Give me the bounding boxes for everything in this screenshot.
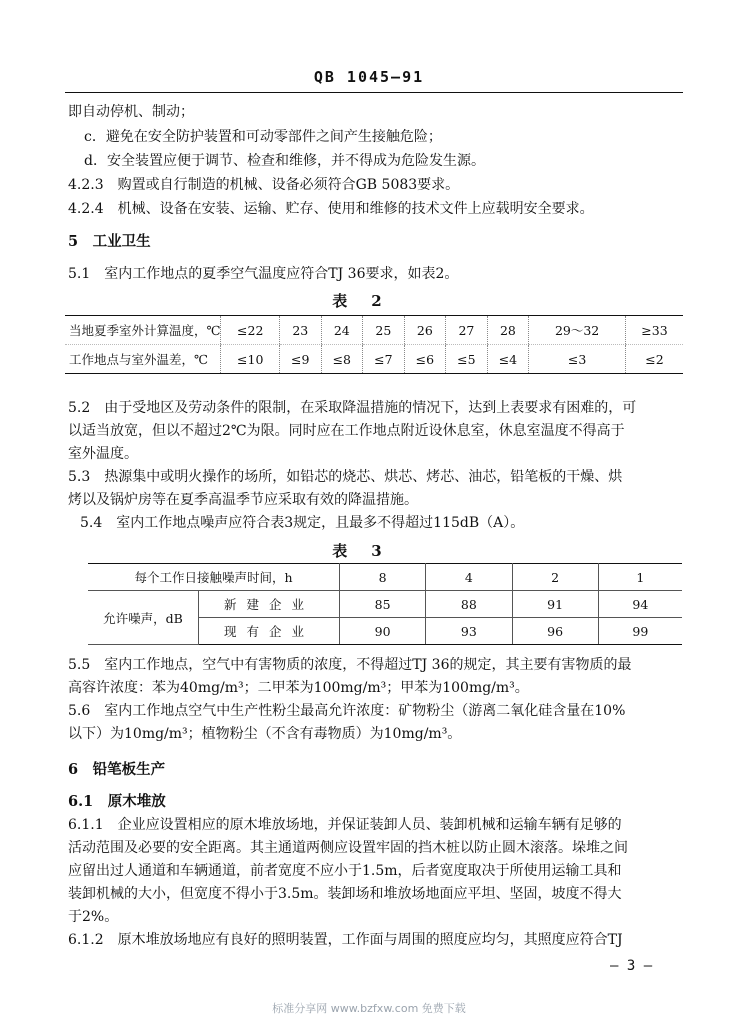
table-cell: 27 — [446, 316, 488, 345]
table-cell: 91 — [512, 591, 598, 618]
table-3-new-label: 新建企业 — [199, 591, 340, 618]
table-cell: ≤22 — [221, 316, 280, 345]
table-cell: 4 — [426, 564, 512, 591]
table-cell: ≤6 — [404, 345, 446, 374]
table-cell: 1 — [598, 564, 682, 591]
table-cell: ≤5 — [446, 345, 488, 374]
table-cell: 8 — [340, 564, 426, 591]
clause-4-2-4: 4.2.4 机械、设备在安装、运输、贮存、使用和维修的技术文件上应载明安全要求。 — [68, 201, 594, 217]
document-code-header: QB 1045—91 — [313, 68, 425, 86]
table-cell: 90 — [340, 618, 426, 645]
table-2-row2-label: 工作地点与室外温差，℃ — [65, 345, 221, 374]
clause-5-3-line-1: 5.3 热源集中或明火操作的场所，如铅芯的烧芯、烘芯、烤芯、油芯，铅笔板的干燥、烘 — [68, 469, 623, 485]
clause-4-2-3: 4.2.3 购置或自行制造的机械、设备必须符合GB 5083要求。 — [68, 177, 460, 193]
clause-5-2-line-1: 5.2 由于受地区及劳动条件的限制，在采取降温措施的情况下，达到上表要求有困难的，可 — [68, 400, 637, 416]
clause-6-1-1-line-4: 装卸机械的大小，但宽度不得小于3.5m。装卸场和堆放场地面应平坦、坚固，坡度不得大 — [68, 886, 622, 902]
clause-5-2-line-3: 室外温度。 — [68, 446, 138, 462]
table-cell: 88 — [426, 591, 512, 618]
table-cell: 25 — [363, 316, 405, 345]
page-number: — 3 — — [610, 958, 653, 974]
clause-6-1-1-line-1: 6.1.1 企业应设置相应的原木堆放场地，并保证装卸人员、装卸机械和运输车辆有足够的 — [68, 817, 622, 833]
table-cell: ≤7 — [363, 345, 405, 374]
clause-5-5-line-2: 高容许浓度：苯为40mg/m³；二甲苯为100mg/m³；甲苯为100mg/m³。 — [68, 680, 529, 696]
table-cell: ≤3 — [529, 345, 626, 374]
table-row — [88, 591, 682, 618]
table-row — [65, 316, 683, 345]
watermark-text: 标准分享网 www.bzfxw.com 免费下载 — [272, 1002, 466, 1015]
table-cell: 94 — [598, 591, 682, 618]
table-cell: 85 — [340, 591, 426, 618]
table-row — [88, 564, 682, 591]
table-row — [65, 345, 683, 374]
clause-5-3-line-2: 烤以及锅炉房等在夏季高温季节应采取有效的降温措施。 — [68, 492, 418, 508]
table-cell: ≥33 — [626, 316, 684, 345]
table-2-caption: 表2 — [332, 292, 406, 310]
clause-5-5-line-1: 5.5 室内工作地点，空气中有害物质的浓度，不得超过TJ 36的规定，其主要有害物质的最 — [68, 657, 632, 673]
table-cell: 24 — [321, 316, 363, 345]
text-line: 即自动停机、制动； — [68, 104, 194, 120]
table-3-old-label: 现有企业 — [199, 618, 340, 645]
clause-5-6-line-2: 以下）为10mg/m³；植物粉尘（不含有毒物质）为10mg/m³。 — [68, 726, 462, 742]
table-cell: 99 — [598, 618, 682, 645]
table-cell: 26 — [404, 316, 446, 345]
clause-6-1-1-line-2: 活动范围及必要的安全距离。其主通道两侧应设置牢固的挡木桩以防止圆木滚落。垛堆之间 — [68, 840, 628, 856]
table-cell: 23 — [280, 316, 322, 345]
list-item-d: d．安全装置应便于调节、检查和维修，并不得成为危险发生源。 — [84, 153, 485, 169]
header-rule — [65, 92, 683, 93]
table-cell: 28 — [487, 316, 529, 345]
section-6-title: 6 铅笔板生产 — [68, 761, 166, 778]
table-cell: 29～32 — [529, 316, 626, 345]
clause-5-1: 5.1 室内工作地点的夏季空气温度应符合TJ 36要求，如表2。 — [68, 266, 459, 282]
table-3-caption: 表3 — [332, 542, 406, 560]
clause-6-1-2: 6.1.2 原木堆放场地应有良好的照明装置，工作面与周围的照度应均匀，其照度应符合TJ — [68, 932, 623, 948]
table-cell: 96 — [512, 618, 598, 645]
table-2 — [65, 315, 683, 374]
table-cell: ≤10 — [221, 345, 280, 374]
clause-6-1-title: 6.1 原木堆放 — [68, 793, 166, 810]
table-cell: ≤2 — [626, 345, 684, 374]
clause-5-4: 5.4 室内工作地点噪声应符合表3规定，且最多不得超过115dB（A）。 — [80, 515, 525, 531]
table-cell: ≤8 — [321, 345, 363, 374]
clause-5-6-line-1: 5.6 室内工作地点空气中生产性粉尘最高允许浓度：矿物粉尘（游离二氧化硅含量在10% — [68, 703, 626, 719]
list-item-c: c．避免在安全防护装置和可动零部件之间产生接触危险； — [84, 129, 442, 145]
clause-5-2-line-2: 以适当放宽，但以不超过2℃为限。同时应在工作地点附近设休息室，休息室温度不得高于 — [68, 423, 625, 439]
clause-6-1-1-line-3: 应留出过人通道和车辆通道，前者宽度不应小于1.5m，后者宽度取决于所使用运输工具和 — [68, 863, 622, 879]
table-cell: 93 — [426, 618, 512, 645]
table-3-side-label: 允许噪声，dB — [88, 591, 199, 645]
table-2-row1-label: 当地夏季室外计算温度，℃ — [65, 316, 221, 345]
table-3-head-label: 每个工作日接触噪声时间，h — [88, 564, 340, 591]
table-cell: 2 — [512, 564, 598, 591]
table-cell: ≤4 — [487, 345, 529, 374]
table-3 — [88, 563, 682, 645]
section-5-title: 5 工业卫生 — [68, 233, 151, 250]
clause-6-1-1-line-5: 于2%。 — [68, 909, 119, 925]
table-cell: ≤9 — [280, 345, 322, 374]
